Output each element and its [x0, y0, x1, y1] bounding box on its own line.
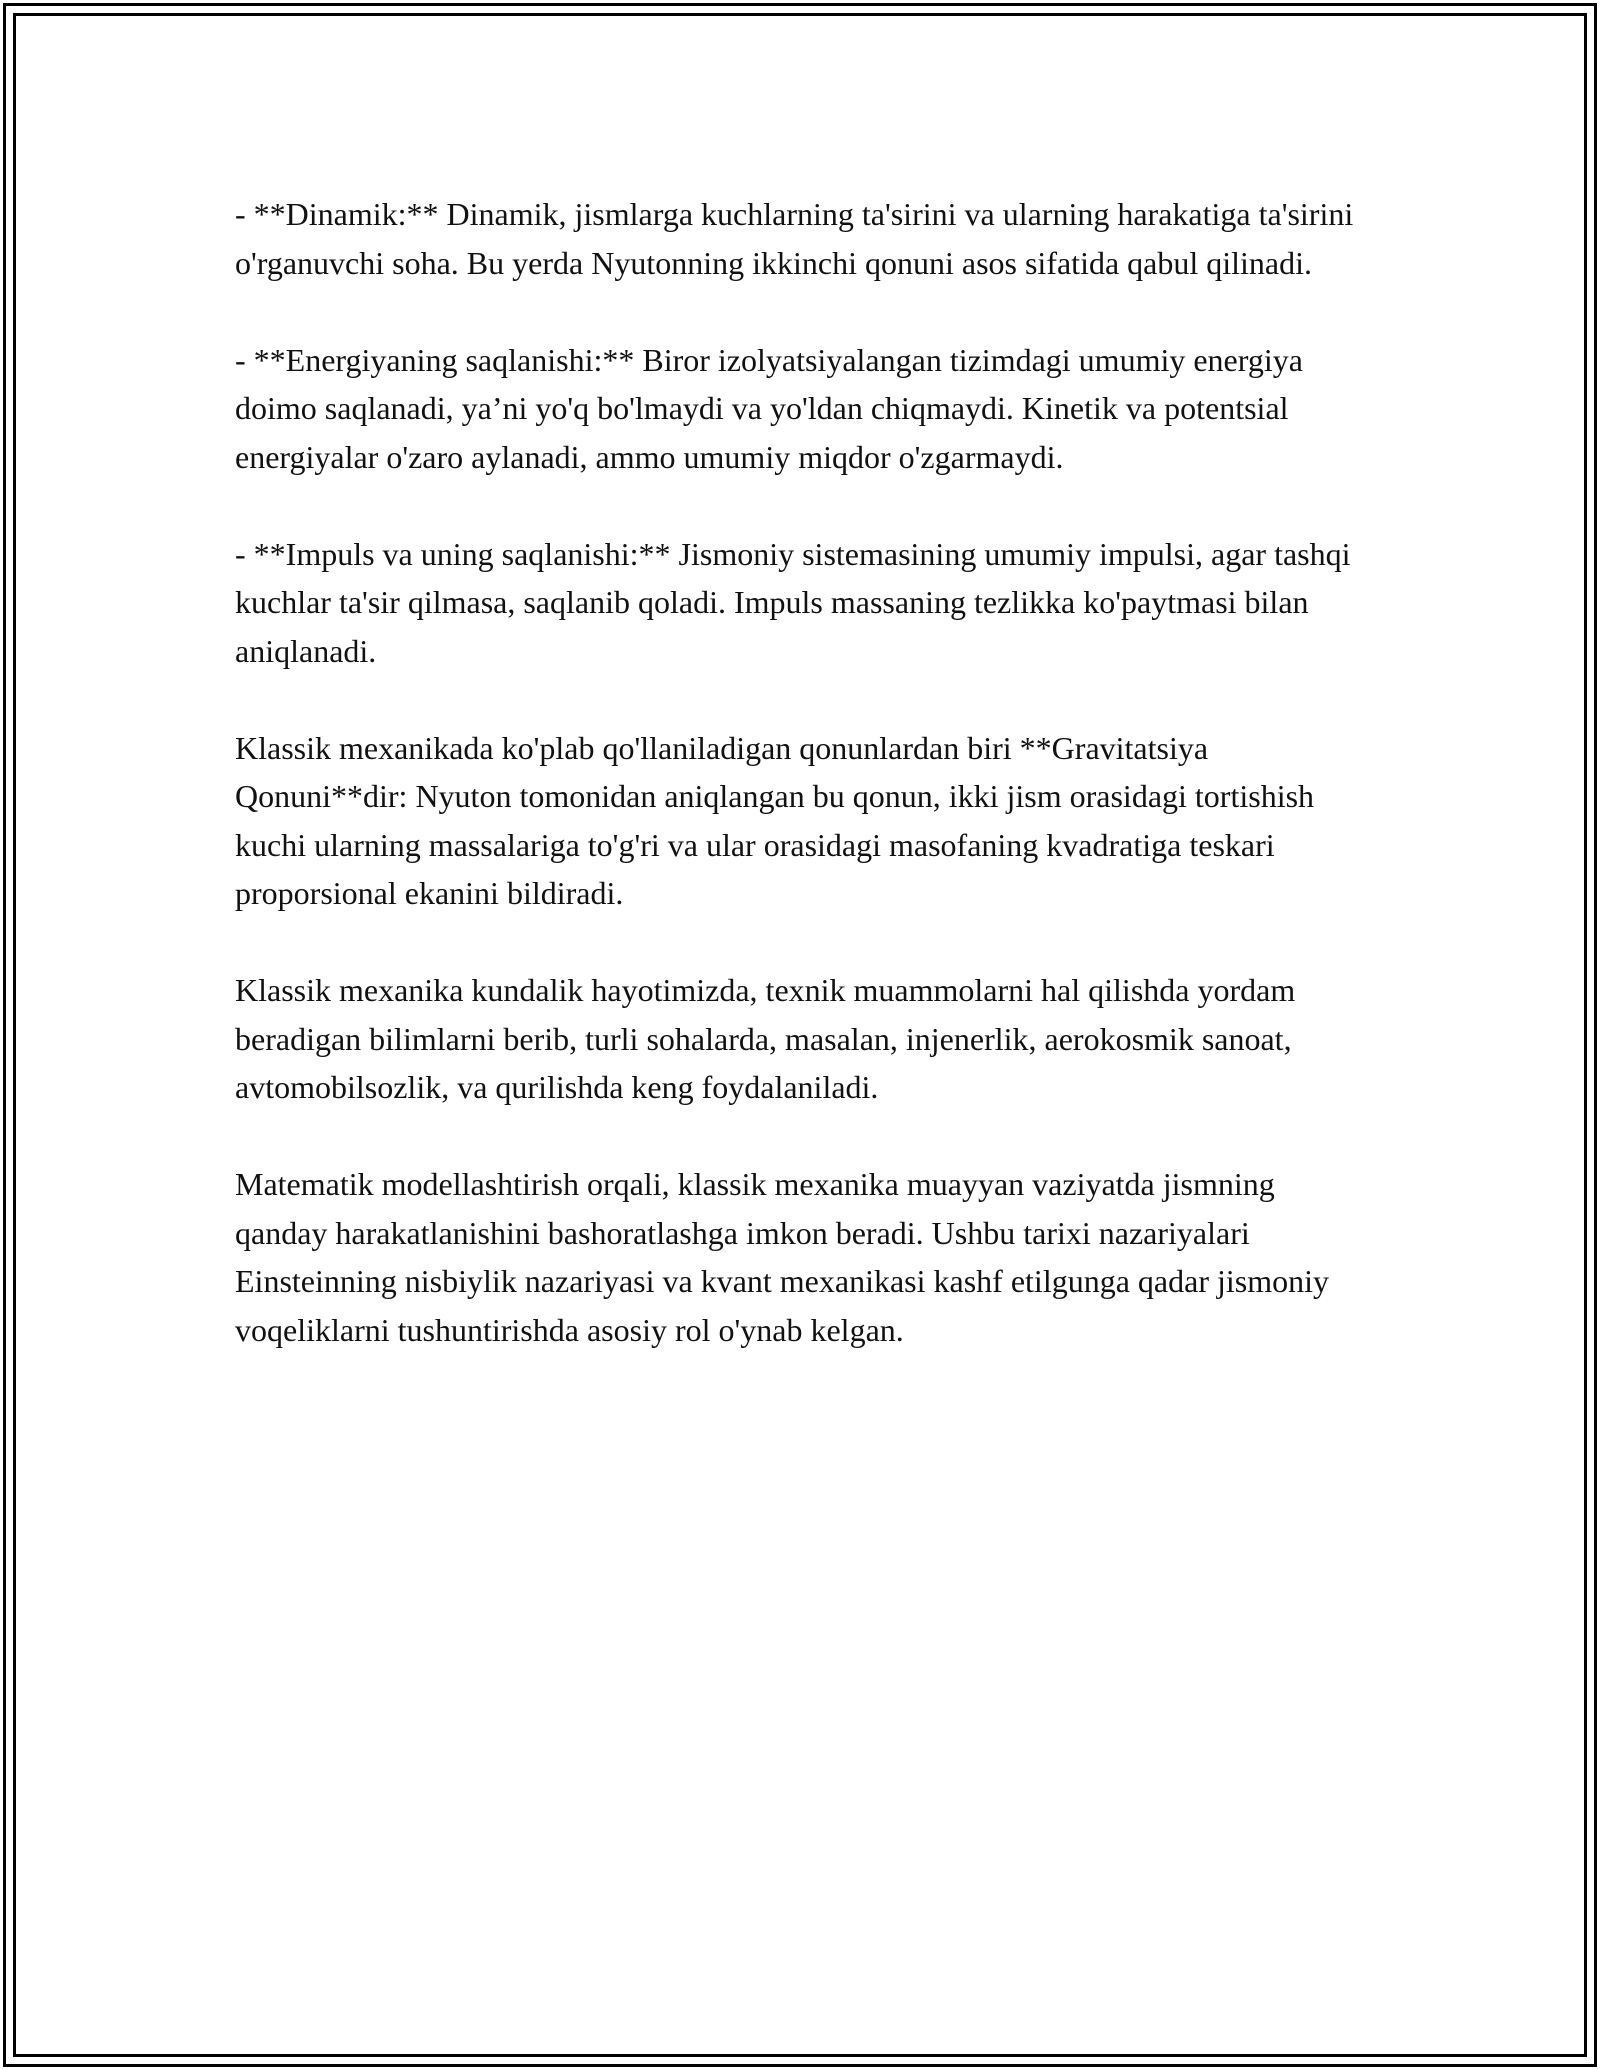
paragraph-dinamik: - **Dinamik:** Dinamik, jismlarga kuchlarning ta'sirini va ularning harakatiga ta'sirini o'rganuvchi soha. Bu yerda Nyutonning ikkinchi qonuni asos sifatida qabul qilinadi.: [235, 196, 1354, 281]
paragraph-kundalik: Klassik mexanika kundalik hayotimizda, texnik muammolarni hal qilishda yordam beradigan bilimlarni berib, turli sohalarda, masalan, injenerlik, aerokosmik sanoat, avtomobilsozlik, va qurilishda keng foydalaniladi.: [235, 972, 1296, 1105]
document-body: [235, 190, 1365, 1403]
paragraph-energiya: - **Energiyaning saqlanishi:** Biror izolyatsiyalangan tizimdagi umumiy energiya doimo saqlanadi, ya’ni yo'q bo'lmaydi va yo'ldan chiqmaydi. Kinetik va potentsial energiyalar o'zaro aylanadi, ammo umumiy miqdor o'zgarmaydi.: [235, 341, 1303, 475]
paragraph-gravitatsiya: Klassik mexanikada ko'plab qo'llaniladigan qonunlardan biri **Gravitatsiya Qonuni**dir: Nyuton tomonidan aniqlangan bu qonun, ikki jism orasidagi tortishish kuchi ularning massalariga to'g'ri va ular orasidagi masofaning kvadratiga teskari proporsional ekanini bildiradi.: [235, 729, 1315, 911]
paragraph-impuls: - **Impuls va uning saqlanishi:** Jismoniy sistemasining umumiy impulsi, agar tashqi kuchlar ta'sir qilmasa, saqlanib qoladi. Impuls massaning tezlikka ko'paytmasi bilan aniqlanadi.: [235, 535, 1351, 669]
paragraph-matematik: Matematik modellashtirish orqali, klassik mexanika muayyan vaziyatda jismning qanday harakatlanishini bashoratlashga imkon beradi. Ushbu tarixi nazariyalari Einsteinning nisbiylik nazariyasi va kvant mexanikasi kashf etilgunga qadar jismoniy voqeliklarni tushuntirishda asosiy rol o'ynab kelgan.: [235, 1166, 1329, 1348]
